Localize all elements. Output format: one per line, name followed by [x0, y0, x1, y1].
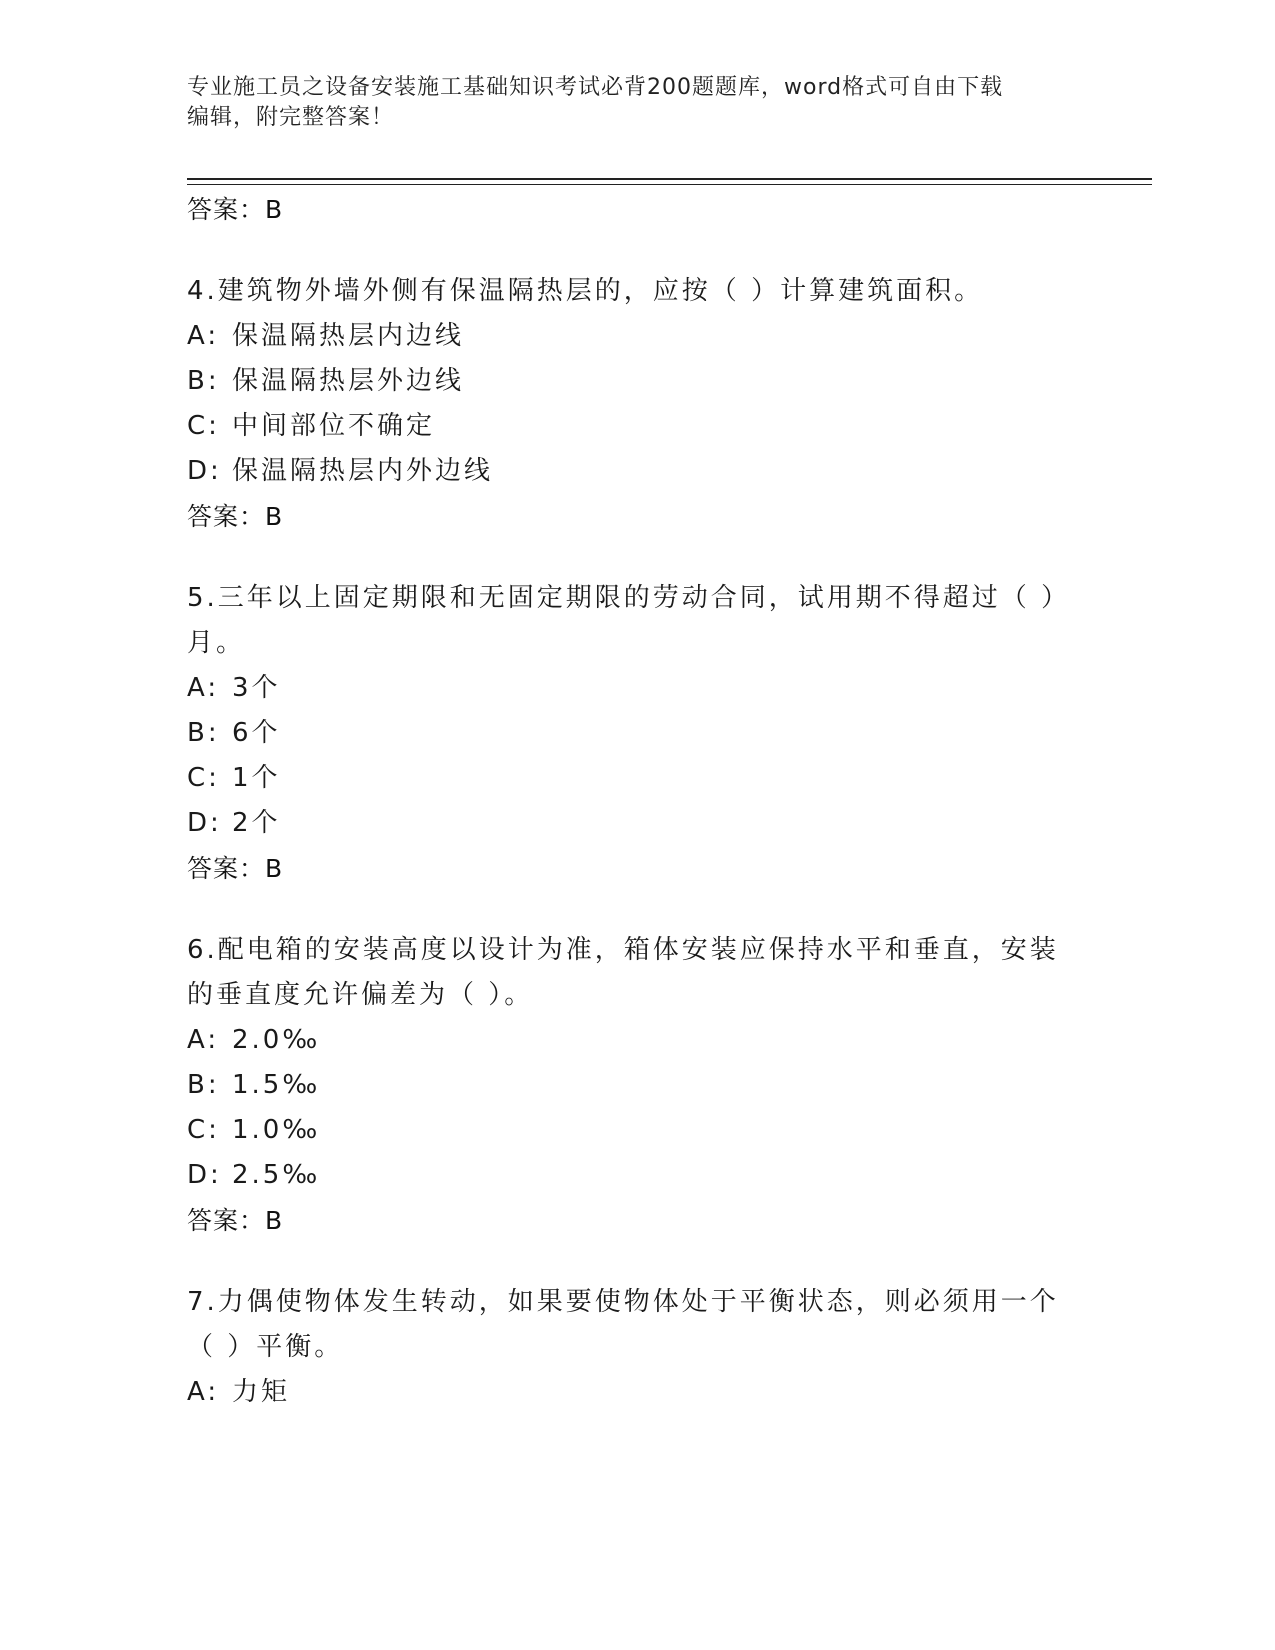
option-item: [187, 1153, 1067, 1198]
option-letter: A:: [187, 1377, 220, 1407]
answer-line: 答案：B: [187, 195, 284, 224]
option-text: 中间部位不确定: [232, 411, 436, 441]
option-item: [187, 801, 1067, 846]
question-stem-line: 4.建筑物外墙外侧有保温隔热层的，应按（ ）计算建筑面积。: [187, 276, 984, 306]
spacer: [187, 1244, 1067, 1280]
option-letter: A:: [187, 673, 220, 703]
header-divider-thin: [187, 184, 1152, 185]
option-letter: B:: [187, 1070, 220, 1100]
header-line-2: 编辑，附完整答案！: [187, 105, 395, 130]
option-text: 力矩: [232, 1377, 291, 1407]
question-block: [187, 1280, 1067, 1415]
spacer: [187, 233, 1067, 269]
question-block: [187, 928, 1067, 1244]
question-block: [187, 576, 1071, 892]
option-letter: D:: [187, 456, 222, 486]
option-text: 3个: [232, 673, 281, 703]
answer-line: 答案：B: [187, 502, 284, 531]
question-stem: [187, 576, 1071, 666]
option-item: [187, 314, 1067, 359]
option-letter: C:: [187, 763, 220, 793]
question-stem: [187, 1280, 1067, 1370]
question-stem-line: 7.力偶使物体发生转动，如果要使物体处于平衡状态，则必须用一个: [187, 1287, 1059, 1317]
option-letter: B:: [187, 366, 220, 396]
option-item: [187, 1108, 1067, 1153]
option-text: 2个: [232, 808, 281, 838]
question-stem-line: 的垂直度允许偏差为（ ）。: [187, 980, 534, 1010]
option-text: 保温隔热层内外边线: [232, 456, 494, 486]
option-text: 1.5‰: [232, 1070, 321, 1100]
option-letter: C:: [187, 1115, 220, 1145]
question-stem-line: 月。: [187, 628, 246, 658]
spacer: [187, 892, 1067, 928]
option-item: [187, 404, 1067, 449]
option-item: [187, 1370, 1067, 1415]
option-text: 2.5‰: [232, 1160, 321, 1190]
question-stem-line: 6.配电箱的安装高度以设计为准，箱体安装应保持水平和垂直，安装: [187, 935, 1059, 965]
option-text: 保温隔热层外边线: [232, 366, 465, 396]
option-item: [187, 449, 1067, 494]
answer-line: 答案：B: [187, 854, 284, 883]
question-stem-line: 5.三年以上固定期限和无固定期限的劳动合同，试用期不得超过（ ）: [187, 583, 1071, 613]
option-letter: A:: [187, 1025, 220, 1055]
header-line-1: 专业施工员之设备安装施工基础知识考试必背200题题库，word格式可自由下载: [187, 75, 1004, 100]
option-text: 保温隔热层内边线: [232, 321, 465, 351]
option-item: [187, 666, 1067, 711]
option-letter: B:: [187, 718, 220, 748]
option-letter: D:: [187, 1160, 222, 1190]
question-stem: [187, 928, 1067, 1018]
question-stem-line: （ ）平衡。: [187, 1332, 344, 1362]
option-item: [187, 1018, 1067, 1063]
option-text: 1.0‰: [232, 1115, 321, 1145]
spacer: [187, 540, 1067, 576]
answer-line: 答案：B: [187, 1206, 284, 1235]
question-block: [187, 269, 1067, 540]
question-list: [187, 187, 1071, 1415]
option-item: [187, 756, 1067, 801]
option-letter: C:: [187, 411, 220, 441]
option-text: 6个: [232, 718, 281, 748]
header-divider-thick: [187, 178, 1152, 180]
option-letter: A:: [187, 321, 220, 351]
option-text: 2.0‰: [232, 1025, 321, 1055]
option-text: 1个: [232, 763, 281, 793]
question-stem: [187, 269, 1067, 314]
option-item: [187, 359, 1067, 404]
option-item: [187, 1063, 1067, 1108]
document-header: [187, 73, 1067, 133]
option-item: [187, 711, 1067, 756]
option-letter: D:: [187, 808, 222, 838]
